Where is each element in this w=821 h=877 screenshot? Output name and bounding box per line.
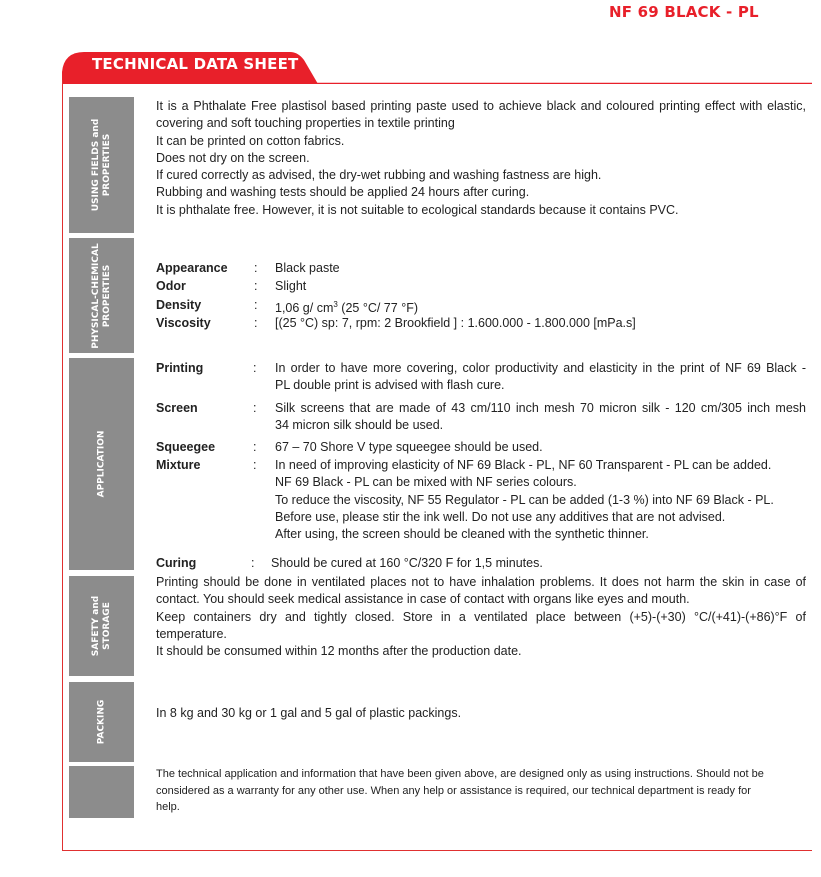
sidebar-label-using-fields: USING FIELDS and PROPERTIES	[90, 118, 112, 212]
application-squeegee-text: 67 – 70 Shore V type squeegee should be used.	[275, 440, 543, 454]
sidebar-using-fields	[69, 97, 134, 233]
safety-storage-text: Printing should be done in ventilated places not to have inhalation problems. It does not harm the skin in case of contact. You should seek medical assistance in case of contact with organs like eyes and mouth. Keep containers dry and tightly closed. Store in a ventilated place between (+5)-(+30) °C/(+41)-(+86)°F of temperature. It should be consumed within 12 months after the production date.	[156, 575, 806, 659]
product-title: NF 69 BLACK - PL	[609, 3, 759, 21]
sidebar-label-safety-storage: SAFETY and STORAGE	[90, 595, 112, 657]
sidebar-physical-chemical	[69, 238, 134, 353]
application-screen-label: Screen	[156, 401, 198, 415]
packing-text: In 8 kg and 30 kg or 1 gal and 5 gal of plastic packings.	[156, 706, 462, 720]
frame-left-border	[62, 80, 63, 850]
using-fields-text: It is a Phthalate Free plastisol based printing paste used to achieve black and coloured printing effect with elastic, covering and soft touching properties in textile printing It can be printed on cotton fabrics. Does not dry on the screen. If cured correctly as advised, the dry-wet rubbing and washing fastness are high. Rubbing and washing tests should be applied 24 hours after curing. It is phthalate free. However, it is not suitable to ecological standards because it contains PVC.	[156, 99, 806, 217]
sidebar-packing	[69, 682, 134, 762]
application-curing-label: Curing	[156, 556, 197, 570]
section-header-tab	[62, 50, 812, 84]
disclaimer-text: The technical application and information that have been given above, are designed only as using instructions. Should not be considered as a warranty for any other use. When any help or assistance is required, our technical department is ready for help.	[156, 768, 764, 813]
frame-bottom-border	[62, 850, 812, 851]
application-mixture-text: In need of improving elasticity of NF 69 Black - PL, NF 60 Transparent - PL can be added. NF 69 Black - PL can be mixed with NF series colours. To reduce the viscosity, NF 55 Regulator - PL can be added (1-3 %) into NF 69 Black - PL. Before use, please stir the ink well. Do not use any additives that are not advised. After using, the screen should be cleaned with the synthetic thinner.	[275, 458, 774, 542]
sidebar-application	[69, 358, 134, 570]
application-screen-text: Silk screens that are made of 43 cm/110 inch mesh 70 micron silk - 120 cm/305 inch mesh 34 micron silk should be used.	[275, 401, 806, 433]
sidebar-disclaimer	[69, 766, 134, 818]
application-curing-text: Should be cured at 160 °C/320 F for 1,5 minutes.	[271, 556, 543, 570]
sidebar-label-packing: PACKING	[96, 699, 106, 745]
application-mixture-label: Mixture	[156, 458, 201, 472]
sidebar-label-physical-chemical: PHYSICAL-CHEMICAL PROPERTIES	[90, 242, 112, 349]
application-squeegee-label: Squeegee	[156, 440, 216, 454]
sidebar-label-application: APPLICATION	[96, 430, 106, 498]
header-title: TECHNICAL DATA SHEET	[92, 55, 299, 73]
application-printing-label: Printing	[156, 361, 204, 375]
sidebar-safety-storage	[69, 576, 134, 676]
application-printing-text: In order to have more covering, color productivity and elasticity in the print of NF 69 Black - PL double print is advised with flash cure.	[275, 361, 806, 393]
